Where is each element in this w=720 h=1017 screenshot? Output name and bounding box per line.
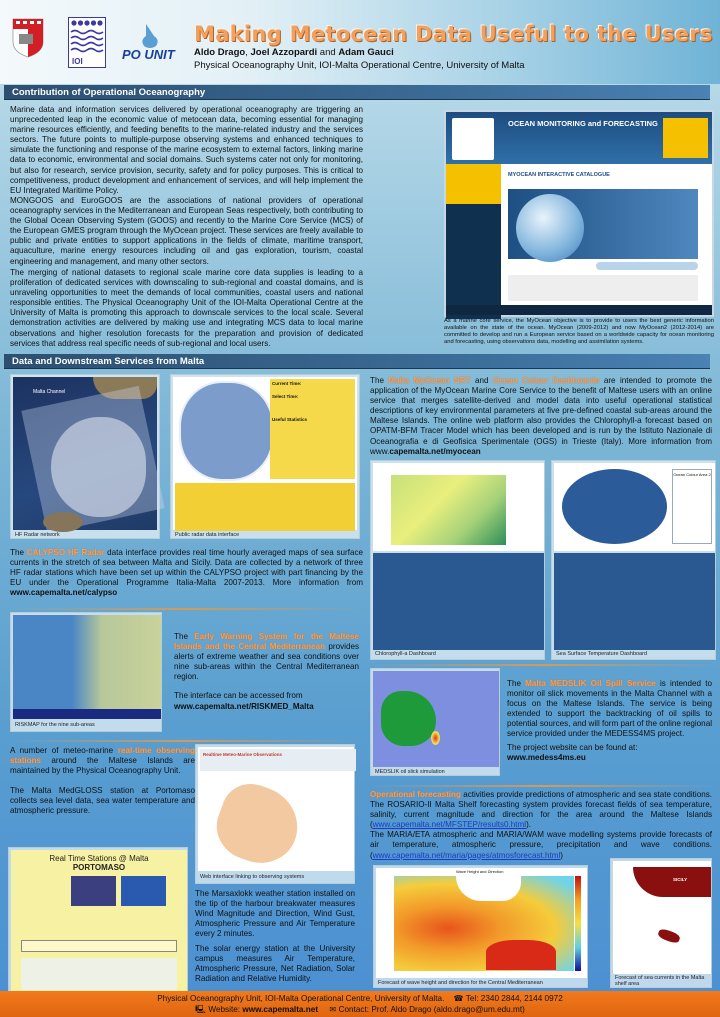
- myocean-nrt-highlight: Malta MyOcean NRT: [388, 376, 471, 385]
- malta-map: [208, 776, 309, 874]
- malta-land: [43, 512, 83, 532]
- chlorophyll-dashboard-figure: [370, 460, 545, 660]
- malta-island: [381, 691, 436, 746]
- malta-land: [657, 928, 681, 945]
- realtime-caption: Web interface linking to observing systems: [200, 874, 305, 880]
- realtime-header: [200, 749, 356, 771]
- ioi-logo: [68, 17, 106, 68]
- portomaso-figure: [8, 847, 188, 1007]
- currents-forecast-map: [613, 861, 711, 974]
- section-heading-downstream: Data and Downstream Services from Malta: [4, 354, 710, 369]
- text: around the Maltese Islands are maintained by the Physical Oceanography Unit.: [10, 756, 195, 776]
- ews-access-text: The interface can be accessed from: [174, 691, 303, 701]
- catalogue-title: MYOCEAN INTERACTIVE CATALOGUE: [508, 172, 610, 178]
- radar-interface-figure: [170, 374, 360, 539]
- radar-interface-caption: Public radar data interface: [175, 532, 240, 538]
- current-time-label: Current Time:: [272, 381, 302, 386]
- author-separator: ,: [245, 47, 251, 58]
- colorbar: [575, 876, 581, 971]
- radar-interface-screenshot: [173, 377, 357, 530]
- author-name: Joel Azzopardi: [250, 47, 318, 58]
- ews-highlight: Early Warning System for the Maltese Islands and the Central Mediterranean: [174, 632, 360, 652]
- text: are intended to promote the application of the MyOcean Marine Core Service to the benefit of Maltese users with an online service that merges satellite-derived and model data into useful operational statistical descriptions of key environmental parameters at five pre-defined coastal sub-areas around the Maltese Islands. The online web platform also provides the Chlorophyll-a forecast based on OPATM-BFM Tracer Model which has been developed and is run by the Istituto Nazionale di Oceanografia e di Geofisica Sperimentale (OGS) in Trieste (Italy). More information from www.: [370, 376, 713, 456]
- useful-statistics-label: Useful Statistics: [272, 417, 308, 422]
- observing-highlight: real-time observing stations: [10, 746, 195, 766]
- sst-caption: Sea Surface Temperature Dashboard: [556, 651, 648, 657]
- text: The: [10, 548, 27, 557]
- catalogue-download-box: [508, 275, 698, 301]
- sst-dashboard-figure: [551, 460, 716, 660]
- footer-line-1: [0, 993, 720, 1004]
- svg-text:IOI: IOI: [72, 57, 83, 66]
- portomaso-subtitle: PORTOMASO: [72, 863, 126, 872]
- medslik-map: [373, 671, 499, 767]
- radar-statistics-panel: [270, 379, 355, 479]
- text: ): [560, 850, 563, 860]
- text: ).: [526, 820, 532, 830]
- currents-caption: Forecast of sea currents in the Malta shelf area: [615, 975, 705, 987]
- medslik-website-text: The project website can be found at:: [507, 742, 638, 752]
- sst-area-map: [562, 469, 667, 544]
- myocean-heading: OCEAN MONITORING and FORECASTING: [508, 119, 658, 128]
- realtime-observations-figure: [195, 744, 355, 884]
- hf-radar-network-figure: [10, 374, 160, 539]
- forecasting-highlight: Operational forecasting: [370, 790, 461, 799]
- author-separator: and: [317, 47, 339, 58]
- calypso-paragraph: [10, 548, 363, 598]
- marsaxlokk-paragraph: The Marsaxlokk weather station installed on the tip of the harbour breakwater measures Wind Magnitude and Direction, Wind Gust, Atmospheric Pressure and Air Temperature every 2 minutes.: [195, 889, 355, 939]
- medslik-highlight: Malta MEDSLIK Oil Spill Service: [525, 679, 656, 688]
- map-label: Malta Channel: [33, 389, 66, 395]
- text: activities provide predictions of atmospheric and sea state conditions. The ROSARIO-II Malta Shelf forecasting system provides forecast fields of sea temperature, salinity, current magnitude and direction for the area around the Maltese Islands (: [370, 790, 712, 830]
- myocean-sidebar-services: [446, 164, 501, 204]
- contribution-paragraph-2: MONGOOS and EuroGOOS are the associations of national providers of operational oceanography services in the Mediterranean and European Seas respectively, both contributing to the Global Ocean Observing System (GOOS) and recently to the Marine Core Service (MCS) of the European GMES program through the MyOcean project. These services are freely available to public and private entities to support applications in the fields of climate, maritime transport, aquaculture, marine energy resources including oil and gas exploration, tourism, coastal engineering and management, and many other sectors.: [10, 196, 363, 266]
- author-list: [194, 47, 394, 58]
- chlorophyll-map: [373, 463, 544, 551]
- ocean-colour-box: Ocean Colour Area 2: [672, 469, 712, 544]
- author-name: Adam Gauci: [338, 47, 394, 58]
- early-warning-paragraph: [174, 632, 359, 712]
- text: provides alerts of extreme weather and sea conditions over nine sub-areas within the Central Mediterranean region.: [174, 642, 360, 682]
- hf-radar-map: [13, 377, 157, 530]
- section-heading-contribution: Contribution of Operational Oceanography: [4, 85, 710, 100]
- sst-dashboard-panel: [554, 553, 715, 650]
- radar-current-field: [51, 417, 146, 517]
- radar-current-bars: [175, 483, 355, 531]
- globe-image: [516, 194, 584, 262]
- medgloss-text: The Malta MedGLOSS station at Portomaso collects sea level data, sea water temperature and atmospheric pressure.: [10, 786, 195, 816]
- divider: [370, 664, 715, 666]
- solar-station-paragraph: The solar energy station at the University campus measures Air Temperature, Atmospheric Pressure, Net Radiation, Solar Radiation and Relative Humidity.: [195, 944, 355, 984]
- footer-website-label: Website:: [208, 1005, 243, 1014]
- riskmap-map: [13, 615, 161, 719]
- myocean-catalogue-screenshot: [444, 110, 714, 317]
- high-wave-area: [486, 940, 556, 970]
- myocean-caption: As a marine core service, the MyOcean objective is to provide to users the best generic information available on the state of the ocean. MyOcean (2009-2012) and now MyOcean2 (2012-2014) are committed to develop and run a European service based on a worldwide capacity for ocean monitoring and forecasting, using observations data, modelling and assimilation systems.: [444, 318, 714, 345]
- text: is intended to monitor oil slick movements in the Malta Channel with a focus on the Maltese Islands. The service is being extended to support the backtracking of oil spills to potential sources, and will form part of the online regional service provided under the MEDESS4MS project.: [507, 679, 712, 739]
- oil-slick: [431, 731, 440, 745]
- currents-forecast-figure: [610, 858, 712, 988]
- hf-radar-caption: HF Radar network: [15, 532, 60, 538]
- wave-forecast-map: [376, 868, 587, 978]
- ocean-colour-highlight: Ocean Colour Dashboards: [492, 376, 600, 385]
- station-map: [121, 876, 166, 906]
- text: A number of meteo-marine: [10, 746, 118, 755]
- forecasting-paragraph: [370, 790, 712, 861]
- sicily-label: SICILY: [673, 877, 688, 882]
- poster-title: Making Metocean Data Useful to the Users: [194, 22, 713, 46]
- observing-stations-paragraph: [10, 746, 195, 817]
- medslik-figure: [370, 668, 500, 776]
- envelope-icon: ✉: [329, 1005, 337, 1014]
- wave-chart-title: Wave Height and Direction: [456, 869, 504, 874]
- myocean-footer-flags: [446, 305, 712, 315]
- author-name: Aldo Drago: [194, 47, 246, 58]
- myocean-logo: [452, 118, 494, 160]
- riskmap-banner: [13, 709, 161, 719]
- footer-contact[interactable]: Contact: Prof. Aldo Drago (aldo.drago@um.edu.mt): [338, 1005, 525, 1014]
- myocean-nrt-paragraph: [370, 376, 712, 457]
- text: The MARIA/ETA atmospheric and MARIA/WAM wave modelling systems provide forecasts of air temperature, atmospheric pressure, precipitation and wave conditions. (: [370, 830, 712, 860]
- riskmap-caption: RISKMAP for the nine sub-areas: [15, 722, 95, 728]
- affiliation: Physical Oceanography Unit, IOI-Malta Operational Centre, University of Malta: [194, 60, 525, 71]
- text: data interface provides real time hourly averaged maps of sea surface currents in the stretch of sea between Malta and Sicily. Data are collected by a network of three HF radar stations which have been set up within the CALYPSO project with part financing by the EU under the Operational Programme Italia-Malta 2007-2013. More information from: [10, 548, 364, 588]
- station-photo: [71, 876, 116, 906]
- contribution-paragraph-1: Marine data and information services delivered by operational oceanography are triggering an unprecedented leap in the economic value of metocean data, becoming essential for managing marine resources efficiently, and feeding benefits to the marine-related industry and the services sectors. The future points to multiple-purpose observing systems and enhanced techniques to simulate the functioning and response of the marine ecosystem to external factors, linking marine data to economic, environmental and social domains. Such systems cater not only for monitoring, but also for research, service provision, security, safety and for policy purposes. This is critical to competitiveness, product development and enhancement of services, and will help implement the EU Integrated Maritime Policy.: [10, 105, 363, 195]
- footer-line-2: [0, 1004, 720, 1015]
- wave-caption: Forecast of wave height and direction for the Central Mediterranean: [378, 980, 543, 986]
- chlorophyll-heatmap: [391, 475, 506, 545]
- select-time-label: Select Time:: [272, 394, 299, 399]
- radar-grid-map: [179, 381, 274, 481]
- realtime-title: Realtime Meteo-Marine Observations: [203, 752, 283, 757]
- footer-affiliation: Physical Oceanography Unit, IOI-Malta Operational Centre, University of Malta.: [157, 994, 445, 1003]
- medslik-paragraph: [507, 679, 712, 763]
- ews-link[interactable]: www.capemalta.net/RISKMED_Malta: [174, 701, 314, 711]
- text: The: [174, 632, 195, 641]
- footer-telephone: Tel: 2340 2844, 2144 0972: [465, 994, 563, 1003]
- realtime-observations-screenshot: [198, 747, 354, 871]
- medslik-link[interactable]: www.medess4ms.eu: [507, 752, 586, 762]
- portomaso-title: Real Time Stations @ Malta: [49, 854, 149, 863]
- divider: [10, 608, 360, 610]
- rosario-link[interactable]: www.capemalta.net/MFSTEP/results0.html: [372, 820, 527, 830]
- calypso-highlight: CALYPSO HF Radar: [26, 548, 105, 557]
- text: and: [470, 376, 493, 385]
- divider: [370, 785, 715, 787]
- contribution-paragraph-3: The merging of national datasets to regional scale marine core data supplies is leading to a proliferation of dedicated services with downscaling to sub-regional and coastal domains, and is unraveling opportunities to meet the demands of local communities, coastal users and national responsible entities. The Physical Oceanography Unit of the IOI-Malta Operational Centre at the University of Malta is promoting this approach to downscale services to the local scale. Several demonstration activities are delivered by making use and integrating MCS data to local marine observations and higher resolution forecasts for the preparation and provision of dedicated services that address real specific needs of sub-regional and local users.: [10, 268, 363, 348]
- phone-icon: ☎: [453, 994, 464, 1003]
- catalogue-search-bar: [596, 262, 698, 270]
- user-corner-box: [663, 118, 708, 158]
- po-unit-logo: [120, 22, 182, 62]
- calypso-link[interactable]: www.capemalta.net/calypso: [10, 588, 118, 598]
- riskmap-figure: [10, 612, 162, 732]
- maria-link[interactable]: www.capemalta.net/maria/pages/atmosforecast.html: [372, 850, 561, 860]
- chlorophyll-dashboard-panel: [373, 553, 544, 650]
- chlorophyll-caption: Chlorophyll-a Dashboard: [375, 651, 436, 657]
- svg-text:PO UNIT: PO UNIT: [122, 47, 175, 62]
- sicily-land: [633, 867, 711, 897]
- portomaso-screenshot: [11, 850, 187, 996]
- university-of-malta-crest-logo: [12, 18, 44, 58]
- text: The: [370, 376, 389, 385]
- observation-charts: [21, 958, 177, 990]
- observations-table: [21, 940, 177, 952]
- divider: [10, 740, 360, 742]
- computer-icon: 🖳: [195, 1005, 207, 1014]
- wave-forecast-figure: [373, 865, 588, 988]
- text: The: [507, 679, 526, 688]
- myocean-link[interactable]: capemalta.net/myocean: [389, 446, 481, 456]
- poster-footer: [0, 991, 720, 1017]
- sst-map: [554, 463, 715, 551]
- footer-website-link[interactable]: www.capemalta.net: [242, 1005, 319, 1014]
- poster-header: [0, 0, 720, 84]
- medslik-caption: MEDSLIK oil slick simulation: [375, 769, 445, 775]
